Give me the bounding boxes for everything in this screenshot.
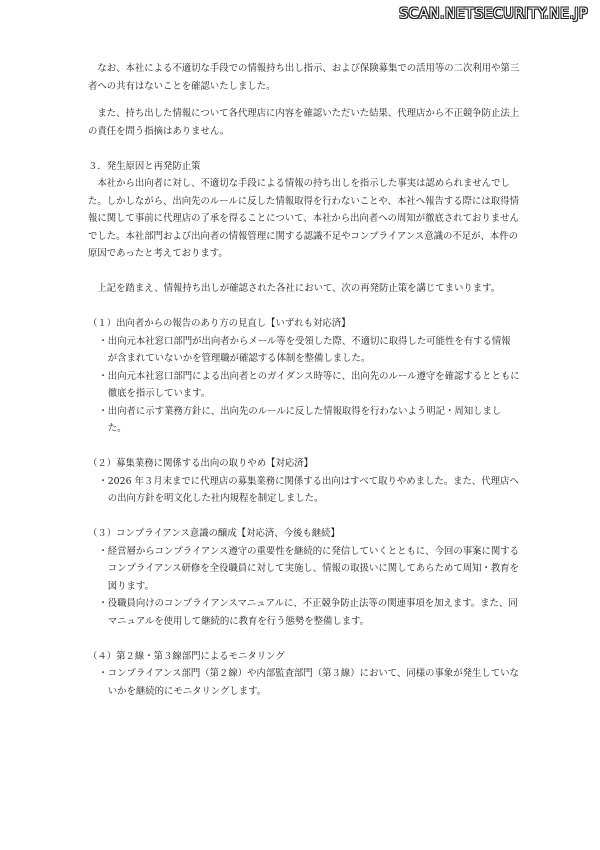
measure-1-bullet-3: ・出向者に示す業務方針に、出向先のルールに反した情報取得を行わないよう明記・周知しました。 [98, 405, 502, 434]
measure-2-bullet-1: ・2026 年３月末までに代理店の募集業務に関係する出向はすべて取りやめました。また、代理店への出向方針を明文化した社内規程を制定しました。 [98, 475, 519, 504]
measure-1-bullet-1: ・出向元本社窓口部門が出向者からメール等を受領した際、不適切に取得した可能性を有する情報が含まれていないかを管理職が確認する体制を整備しました。 [98, 335, 511, 364]
intro-paragraph-1: なお、本社による不適切な手段での情報持ち出し指示、および保険募集での活用等の二次利用や第三者への共有はないことを確認いたしました。 [88, 63, 520, 92]
measure-2-heading: （２）募集業務に関係する出向の取りやめ【対応済】 [88, 458, 314, 469]
measure-1 [88, 315, 520, 438]
measure-3 [88, 525, 520, 630]
measure-1-bullet-2: ・出向元本社窓口部門による出向者とのガイダンス時等に、出向先のルール遵守を確認するとともに徹底を指示しています。 [98, 370, 520, 399]
measure-3-bullet-1: ・経営層からコンプライアンス遵守の重要性を継続的に発信していくとともに、今回の事案に関するコンプライアンス研修を全役職員に対して実施し、情報の取扱いに関してあらためて周知・教育を図ります。 [98, 545, 520, 592]
document-page [88, 60, 520, 700]
measure-1-heading: （１）出向者からの報告のあり方の見直し【いずれも対応済】 [88, 318, 351, 329]
measure-4-bullet-1: ・コンプライアンス部門（第２線）や内部監査部門（第３線）において、同様の事象が発生していないかを継続的にモニタリングします。 [98, 668, 519, 697]
measure-3-bullet-2: ・役職員向けのコンプライアンスマニュアルに、不正競争防止法等の関連事項を加えます。また、同マニュアルを使用して継続的に教育を行う態勢を整備します。 [98, 598, 518, 627]
section-3-paragraph-2: 上記を踏まえ、情報持ち出しが確認された各社において、次の再発防止策を講じてまいります。 [97, 283, 501, 294]
measure-4 [88, 648, 520, 701]
watermark: SCAN.NETSECURITY.NE.JP [399, 6, 588, 22]
intro-paragraph-2: また、持ち出した情報について各代理店に内容を確認いただいた結果、代理店から不正競争防止法上の責任を問う指摘はありません。 [88, 108, 520, 137]
section-3-heading: ３．発生原因と再発防止策 [88, 160, 201, 172]
measure-3-heading: （３）コンプライアンス意識の醸成【対応済、今後も継続】 [88, 528, 340, 539]
section-3-paragraph-1: 本社から出向者に対し、不適切な手段による情報の持ち出しを指示した事実は認められませんでした。しかしながら、出向先のルールに反した情報取得を行わないことや、本社へ報告する際には取得情報に関して事前に代理店の了承を得ることについて、本社から出向者への周知が徹底されておりませんでした。本社部門および出向者の情報管理に関する認識不足やコンプライアンス意識の不足が、本件の原因であったと考えております。 [88, 178, 519, 259]
measure-4-heading: （４）第２線・第３線部門によるモニタリング [88, 650, 285, 662]
measure-2 [88, 455, 520, 508]
